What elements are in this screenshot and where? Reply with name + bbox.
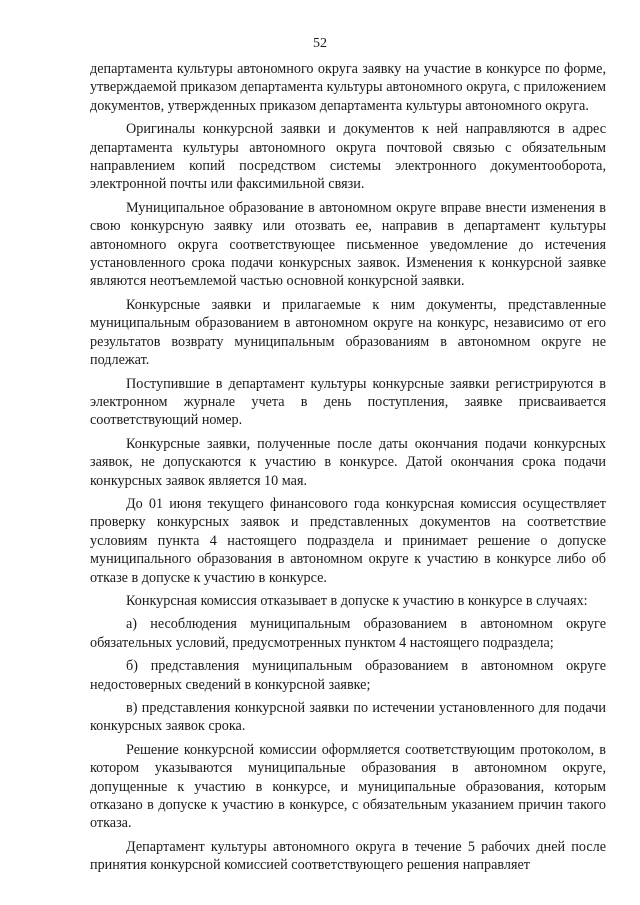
paragraph-7: До 01 июня текущего финансового года конкурсная комиссия осуществляет проверку конкурсных заявок и представленных документов на соответствие условиям пункта 4 настоящего подраздела и принимает решение о допуске муниципального образования в автономном округе к участию в конкурсе либо об отказе в допуске к участию в конкурсе. [90, 495, 606, 586]
document-body [90, 60, 606, 880]
paragraph-3: Муниципальное образование в автономном округе вправе внести изменения в свою конкурсную заявку или отозвать ее, направив в департамент культуры автономного округа соответствующее письменное уведомление до истечения установленного срока подачи конкурсных заявок. Изменения к конкурсной заявке являются неотъемлемой частью основной конкурсной заявки. [90, 199, 606, 290]
paragraph-2: Оригиналы конкурсной заявки и документов к ней направляются в адрес департамента культуры автономного округа почтовой связью с обязательным направлением копий посредством системы электронного документооборота, электронной почты или факсимильной связи. [90, 121, 606, 193]
paragraph-6: Конкурсные заявки, полученные после даты окончания подачи конкурсных заявок, не допускаются к участию в конкурсе. Датой окончания срока подачи конкурсных заявок является 10 мая. [90, 435, 606, 489]
page-number: 52 [313, 36, 327, 51]
paragraph-1: департамента культуры автономного округа заявку на участие в конкурсе по форме, утверждаемой приказом департамента культуры автономного округа, с приложением документов, утвержденных приказом департамента культуры автономного округа. [90, 61, 606, 114]
paragraph-10: Департамент культуры автономного округа в течение 5 рабочих дней после принятия конкурсной комиссией соответствующего решения направляет [90, 838, 606, 874]
list-item-a: а) несоблюдения муниципальным образованием в автономном округе обязательных условий, предусмотренных пунктом 4 настоящего подраздела; [90, 616, 606, 651]
paragraph-9: Решение конкурсной комиссии оформляется соответствующим протоколом, в котором указываются муниципальные образования в автономном округе, допущенные к участию в конкурсе, и муниципальные образования, которым отказано в допуске к участию в конкурсе, с обязательным указанием причин такого отказа. [90, 741, 606, 832]
list-item-c: в) представления конкурсной заявки по истечении установленного для подачи конкурсных заявок срока. [90, 700, 606, 735]
paragraph-5: Поступившие в департамент культуры конкурсные заявки регистрируются в электронном журнале учета в день поступления, заявке присваивается соответствующий номер. [90, 375, 606, 429]
paragraph-4: Конкурсные заявки и прилагаемые к ним документы, представленные муниципальным образованием в автономном округе на конкурс, независимо от его результатов возврату муниципальным образованиям в автономном округе не подлежат. [90, 296, 606, 369]
paragraph-8: Конкурсная комиссия отказывает в допуске к участию в конкурсе в случаях: [126, 592, 588, 609]
list-item-b: б) представления муниципальным образованием в автономном округе недостоверных сведений в конкурсной заявке; [90, 658, 606, 693]
